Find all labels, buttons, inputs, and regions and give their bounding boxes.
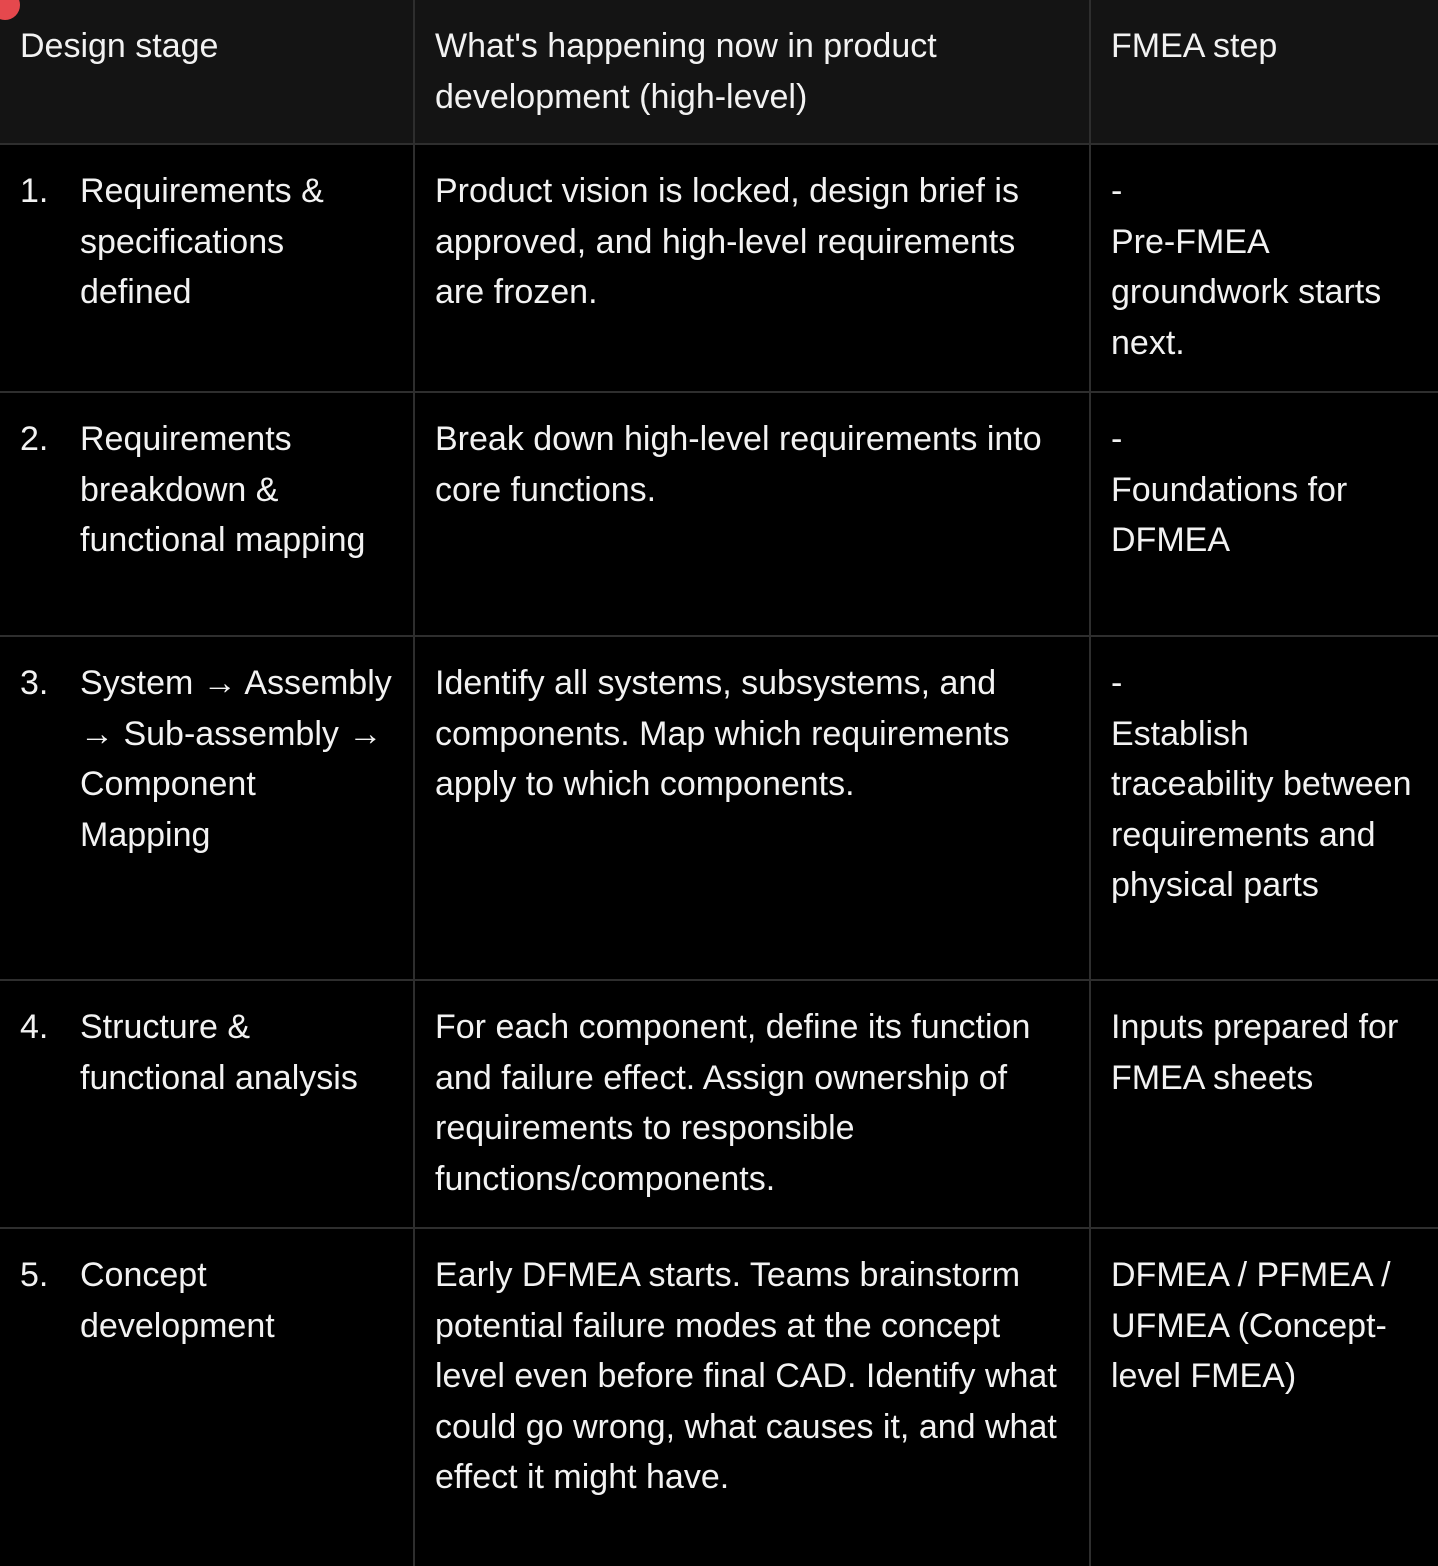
fmea-step-cell (1090, 1228, 1438, 1566)
fmea-step-cell (1090, 636, 1438, 980)
fmea-step-text: Pre-FMEA groundwork starts next. (1111, 222, 1382, 362)
stage-cell (0, 392, 414, 636)
stage-label: Requirements breakdown & functional mapping (80, 420, 366, 559)
happening-cell: Early DFMEA starts. Teams brainstorm potential failure modes at the concept level even before final CAD. Identify what could go wrong, what causes it, and what effect it might have. (414, 1228, 1090, 1566)
table-row (0, 392, 1438, 636)
happening-cell: Break down high-level requirements into core functions. (414, 392, 1090, 636)
table-row (0, 980, 1438, 1228)
happening-cell: Identify all systems, subsystems, and components. Map which requirements apply to which components. (414, 636, 1090, 980)
stage-cell (0, 1228, 414, 1566)
happening-cell: Product vision is locked, design brief is approved, and high-level requirements are frozen. (414, 144, 1090, 392)
stage-label: Structure & functional analysis (80, 1008, 358, 1097)
stage-number: 3. (20, 664, 49, 702)
table-row (0, 636, 1438, 980)
header-whats-happening: What's happening now in product development (high-level) (414, 0, 1090, 144)
fmea-step-cell (1090, 144, 1438, 392)
stage-label: Concept development (80, 1256, 275, 1345)
fmea-step-text: DFMEA / PFMEA / UFMEA (Concept-level FMEA) (1111, 1256, 1391, 1395)
table-row (0, 144, 1438, 392)
table-header-row (0, 0, 1438, 144)
stage-label: Requirements & specifications defined (80, 172, 324, 311)
stage-number: 1. (20, 172, 49, 210)
stage-cell (0, 980, 414, 1228)
stage-label: System → Assembly → Sub-assembly → Component Mapping (80, 664, 392, 854)
stage-number: 5. (20, 1256, 49, 1294)
stage-cell (0, 144, 414, 392)
happening-cell: For each component, define its function and failure effect. Assign ownership of requirements to responsible functions/components. (414, 980, 1090, 1228)
table-row (0, 1228, 1438, 1566)
stage-number: 2. (20, 420, 49, 458)
fmea-step-text: Foundations for DFMEA (1111, 470, 1348, 559)
fmea-step-cell (1090, 392, 1438, 636)
fmea-step-marker: - (1111, 172, 1123, 210)
fmea-step-text: Inputs prepared for FMEA sheets (1111, 1008, 1399, 1097)
fmea-step-text: Establish traceability between requirements and physical parts (1111, 714, 1412, 904)
header-fmea-step: FMEA step (1090, 0, 1438, 144)
fmea-step-marker: - (1111, 420, 1123, 458)
stage-cell (0, 636, 414, 980)
fmea-step-cell (1090, 980, 1438, 1228)
fmea-step-marker: - (1111, 664, 1123, 702)
stage-number: 4. (20, 1008, 49, 1046)
header-design-stage: Design stage (0, 0, 414, 144)
